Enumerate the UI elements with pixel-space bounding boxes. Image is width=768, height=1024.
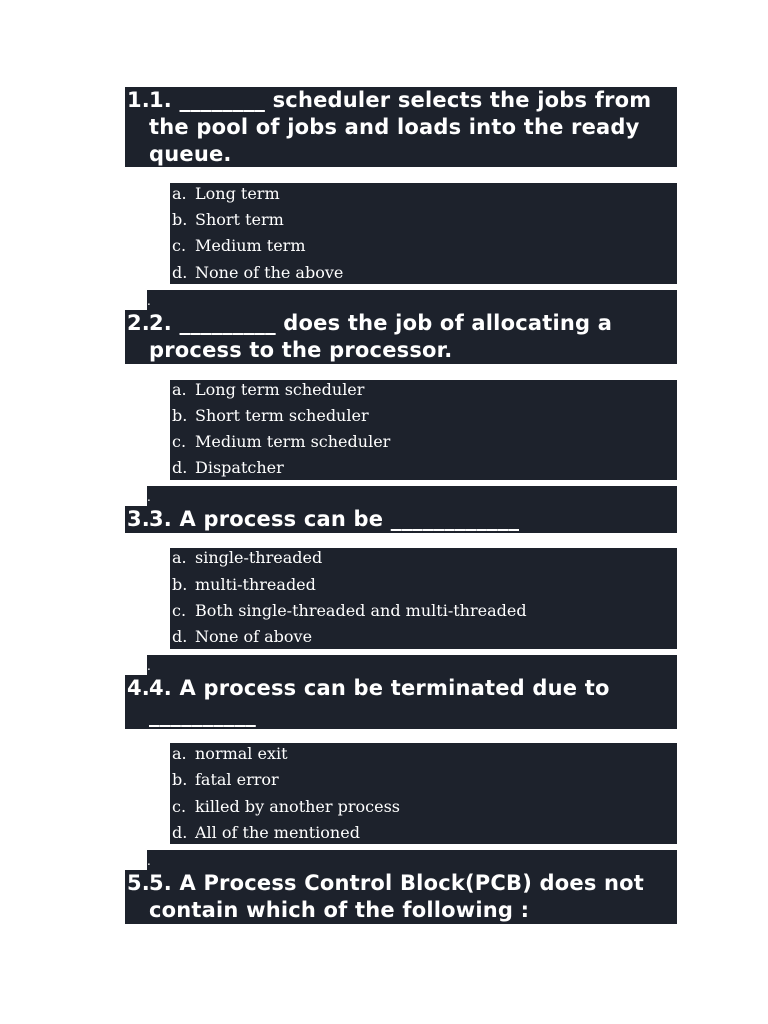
question-text: 3. A process can be ____________	[149, 507, 520, 531]
notch	[125, 290, 147, 310]
options-3	[170, 548, 677, 649]
option-letter: c.	[172, 236, 187, 255]
option-text: killed by another process	[195, 797, 400, 816]
question-number: 4.	[127, 676, 150, 700]
option-b	[172, 207, 284, 233]
option-text: single-threaded	[195, 548, 323, 567]
question-1	[125, 87, 677, 167]
option-text: Medium term	[195, 236, 306, 255]
question-number: 2.	[127, 311, 150, 335]
option-b	[172, 572, 316, 598]
option-text: Dispatcher	[195, 458, 284, 477]
question-4	[125, 655, 677, 729]
question-number: 3.	[127, 507, 150, 531]
option-letter: b.	[172, 210, 188, 229]
question-text: 1. ________ scheduler selects the jobs from the pool of jobs and loads into the ready queue.	[149, 88, 652, 166]
notch	[125, 655, 147, 675]
option-a	[172, 545, 322, 571]
option-letter: a.	[172, 548, 187, 567]
question-number: 1.	[127, 88, 150, 112]
option-letter: b.	[172, 575, 188, 594]
question-text: 2. _________ does the job of allocating a process to the processor.	[149, 311, 613, 362]
separator-dot: .	[147, 854, 151, 868]
option-d	[172, 624, 312, 650]
option-text: Long term scheduler	[195, 380, 365, 399]
option-c	[172, 233, 306, 259]
question-text: 5. A Process Control Block(PCB) does not contain which of the following :	[149, 871, 645, 922]
option-text: multi-threaded	[195, 575, 316, 594]
option-b	[172, 403, 369, 429]
question-text: 4. A process can be terminated due to __________	[149, 676, 610, 727]
option-c	[172, 794, 400, 820]
question-5	[125, 850, 677, 924]
option-text: Both single-threaded and multi-threaded	[195, 601, 527, 620]
notch	[125, 850, 147, 870]
option-letter: c.	[172, 432, 187, 451]
option-d	[172, 820, 360, 846]
option-letter: d.	[172, 263, 188, 282]
option-b	[172, 767, 279, 793]
option-a	[172, 377, 364, 403]
separator-dot: .	[147, 659, 151, 673]
option-text: Short term scheduler	[195, 406, 369, 425]
option-letter: b.	[172, 406, 188, 425]
option-c	[172, 598, 527, 624]
options-4	[170, 743, 677, 844]
option-text: All of the mentioned	[195, 823, 360, 842]
option-letter: a.	[172, 184, 187, 203]
separator-dot: .	[147, 294, 151, 308]
option-letter: c.	[172, 601, 187, 620]
option-letter: a.	[172, 744, 187, 763]
notch	[125, 486, 147, 506]
option-d	[172, 260, 343, 286]
option-text: None of the above	[195, 263, 344, 282]
option-text: Medium term scheduler	[195, 432, 391, 451]
option-letter: b.	[172, 770, 188, 789]
question-2	[125, 290, 677, 364]
option-a	[172, 741, 288, 767]
option-letter: a.	[172, 380, 187, 399]
option-c	[172, 429, 390, 455]
option-letter: c.	[172, 797, 187, 816]
question-3	[125, 486, 677, 533]
option-text: Long term	[195, 184, 280, 203]
separator-dot: .	[147, 490, 151, 504]
options-2	[170, 380, 677, 480]
option-text: Short term	[195, 210, 284, 229]
option-a	[172, 181, 280, 207]
options-1	[170, 183, 677, 284]
option-letter: d.	[172, 627, 188, 646]
option-d	[172, 455, 284, 481]
option-text: fatal error	[195, 770, 279, 789]
question-number: 5.	[127, 871, 150, 895]
option-text: None of above	[195, 627, 313, 646]
option-letter: d.	[172, 823, 188, 842]
option-text: normal exit	[195, 744, 288, 763]
option-letter: d.	[172, 458, 188, 477]
